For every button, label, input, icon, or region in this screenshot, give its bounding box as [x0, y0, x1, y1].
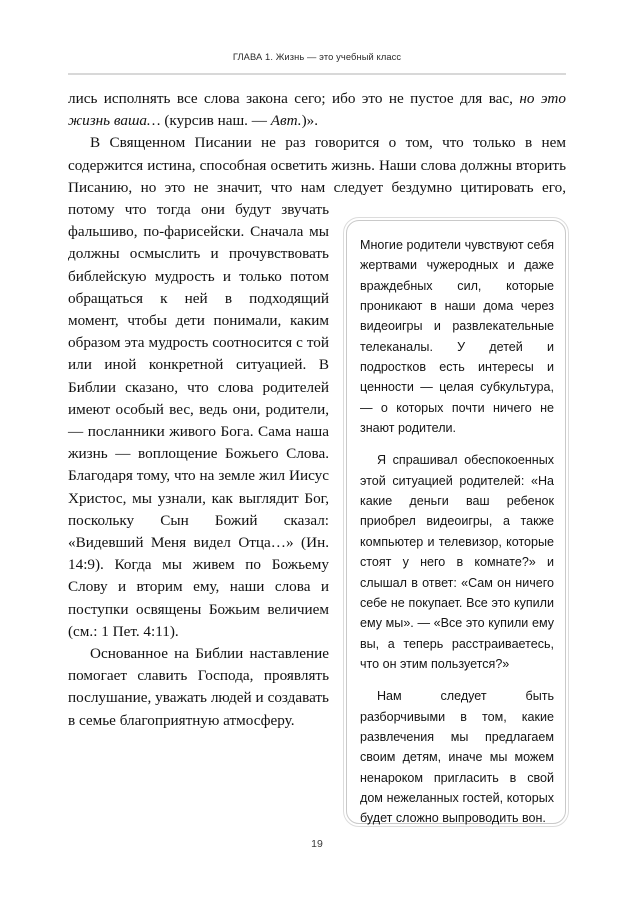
- callout-box: [346, 220, 566, 824]
- callout-paragraph: Нам следует быть разборчивыми в том, какие развлечения мы предлагаем своим детям, иначе мы можем ненароком пригласить в свой дом нежеланных гостей, которых будет сложно выпроводить вон.: [360, 689, 554, 826]
- main-text-column: [68, 88, 566, 824]
- body-paragraph-continued: [68, 88, 566, 132]
- body-paragraph: Основанное на Библии наставление помогает славить Господа, проявлять послушание, уважать людей и создавать в семье благоприятную атмосферу.: [68, 645, 329, 729]
- body-paragraph: В Священном Писании не раз говорится о том, что только в нем содержится истина, способная осветить жизнь. Наши слова должны вторить Писанию, но это не значит, что нам следует бездумно цитировать его, потому что тогда они будут звучать фальшиво, по-фарисейски. Сначала мы должны осмыслить и прочувствовать библейскую мудрость и только потом обращаться к ней в подходящий момент, чтобы дети понимали, каким образом эта мудрость соотносится с той или иной конкретной ситуацией. В Библии сказано, что слова родителей имеют особый вес, ведь они, родители, — посланники живого Бога. Сама наша жизнь — воплощение Божьего Слова. Благодаря тому, что на земле жил Иисус Христос, мы узнали, как выглядит Бог, поскольку Сын Божий сказал: «Видевший Меня видел Отца…» (Ин. 14:9). Когда мы живем по Божьему Слову и вторим ему, наши слова и поступки освящены Божьим величием (см.: 1 Пет. 4:11).: [68, 134, 566, 640]
- header-divider-rule: [68, 73, 566, 75]
- body-text-italic: но это жизнь ваша…: [68, 90, 566, 130]
- body-text-run: )».: [301, 112, 319, 130]
- callout-text: [360, 235, 554, 829]
- page-number: 19: [311, 838, 323, 850]
- body-text-run: (курсив наш. —: [160, 112, 271, 130]
- callout-paragraph: Я спрашивал обеспокоенных этой ситуацией родителей: «На какие деньги ваш ребенок приобрел видеоигры, а также компьютер и телевизор, которые стоят у него в комнате?» и слышал в ответ: «Сам он ничего себе не покупает. Все это купили ему мы». — «Все это купили ему вы, а теперь расстраиваетесь, что он этим пользуется?»: [360, 453, 554, 671]
- body-text-italic: Авт.: [270, 112, 302, 130]
- body-text-run: лись исполнять все слова закона сего; ибо это не пустое для вас,: [68, 90, 520, 107]
- running-head: ГЛАВА 1. Жизнь — это учебный класс: [232, 52, 402, 62]
- callout-paragraph: Многие родители чувствуют себя жертвами чужеродных и даже враждебных сил, которые проникают в наши дома через видеоигры и развлекательные телеканалы. У детей и подростков есть интересы и ценности — целая субкультура, — о которых почти ничего не знают родители.: [360, 238, 554, 436]
